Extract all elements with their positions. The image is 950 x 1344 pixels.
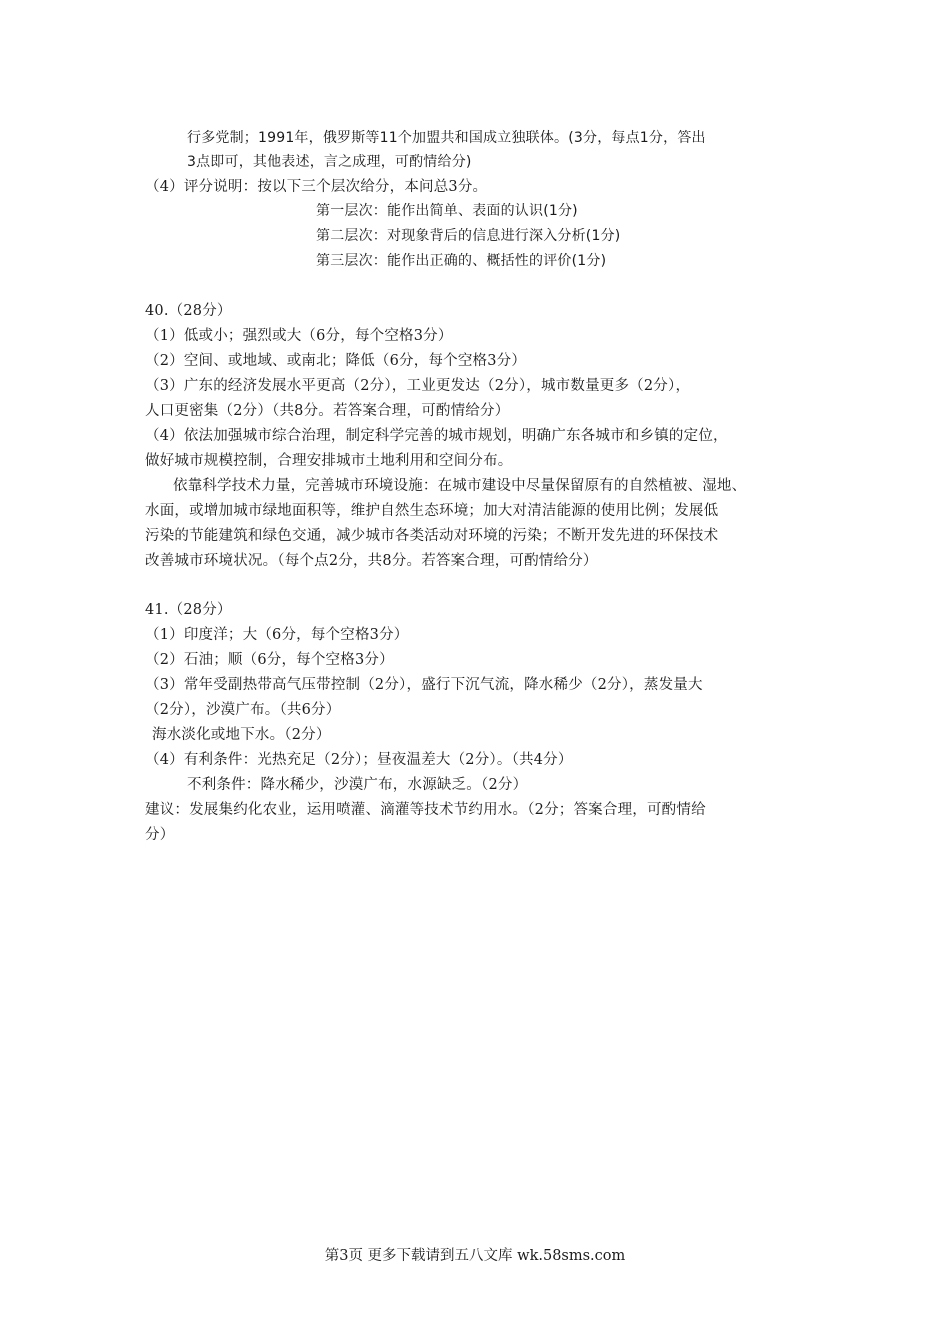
text-line: 3点即可，其他表述，言之成理，可酌情给分) xyxy=(187,154,472,170)
page-footer: 第3页 更多下载请到五八文库 wk.58sms.com xyxy=(324,1248,626,1264)
text-line: （2）空间、或地域、或南北；降低（6分，每个空格3分） xyxy=(145,353,527,369)
text-line: 建议：发展集约化农业，运用喷灌、滴灌等技术节约用水。（2分；答案合理，可酌情给 xyxy=(145,802,706,818)
text-line: 污染的节能建筑和绿色交通，减少城市各类活动对环境的污染；不断开发先进的环保技术 xyxy=(145,528,719,544)
section-heading: 41.（28分） xyxy=(145,602,232,618)
text-line: 做好城市规模控制，合理安排城市土地利用和空间分布。 xyxy=(145,453,513,469)
section-heading: 40.（28分） xyxy=(145,303,232,319)
text-line: （4）依法加强城市综合治理，制定科学完善的城市规划，明确广东各城市和乡镇的定位， xyxy=(145,428,728,444)
text-line: 改善城市环境状况。（每个点2分，共8分。若答案合理，可酌情给分） xyxy=(145,553,598,569)
text-line: 水面，或增加城市绿地面积等，维护自然生态环境；加大对清洁能源的使用比例；发展低 xyxy=(145,503,719,519)
text-line: （4）评分说明：按以下三个层次给分，本问总3分。 xyxy=(145,179,488,195)
text-line: 行多党制；1991年，俄罗斯等11个加盟共和国成立独联体。(3分，每点1分，答出 xyxy=(187,130,706,146)
text-line: （4）有利条件：光热充足（2分）；昼夜温差大（2分）。（共4分） xyxy=(145,752,573,768)
text-line: 第二层次：对现象背后的信息进行深入分析(1分) xyxy=(316,228,621,244)
text-line: （2分），沙漠广布。（共6分） xyxy=(145,702,341,718)
text-line: 海水淡化或地下水。（2分） xyxy=(152,727,331,743)
text-line: （2）石油；顺（6分，每个空格3分） xyxy=(145,652,394,668)
text-line: （3）广东的经济发展水平更高（2分），工业更发达（2分），城市数量更多（2分）， xyxy=(145,378,691,394)
text-line: （1）低或小；强烈或大（6分，每个空格3分） xyxy=(145,328,453,344)
text-line: 分） xyxy=(145,827,175,843)
text-line: 第三层次：能作出正确的、概括性的评价(1分) xyxy=(316,253,607,269)
text-line: （1）印度洋；大（6分，每个空格3分） xyxy=(145,627,409,643)
text-line: 不利条件：降水稀少，沙漠广布，水源缺乏。（2分） xyxy=(187,777,528,793)
text-line: 依靠科学技术力量，完善城市环境设施：在城市建设中尽量保留原有的自然植被、湿地、 xyxy=(173,478,747,494)
text-line: （3）常年受副热带高气压带控制（2分），盛行下沉气流，降水稀少（2分），蒸发量大 xyxy=(145,677,703,693)
text-line: 人口更密集（2分）（共8分。若答案合理，可酌情给分） xyxy=(145,403,510,419)
text-line: 第一层次：能作出简单、表面的认识(1分) xyxy=(316,203,578,219)
